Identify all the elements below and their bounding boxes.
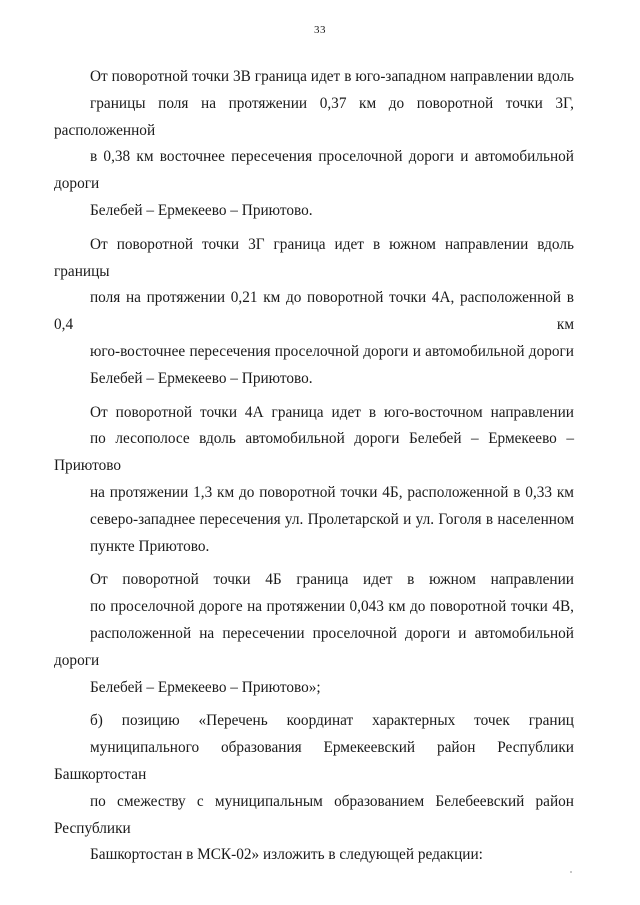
page-number: 33: [314, 24, 326, 36]
text-line: по смежеству с муниципальным образованием Белебеевский район Республики: [54, 792, 574, 837]
paragraph: [54, 64, 574, 225]
text-line: Белебей – Ермекеево – Приютово.: [90, 369, 313, 387]
scan-speck: [570, 871, 572, 873]
text-line: северо-западнее пересечения ул. Пролетарской и ул. Гоголя в населенном: [90, 510, 574, 528]
text-line: муниципального образования Ермекеевский район Республики Башкортостан: [54, 739, 574, 783]
text-line: на протяжении 1,3 км до поворотной точки 4Б, расположенной в 0,33 км: [90, 483, 574, 501]
paragraph: [54, 400, 574, 561]
text-line: От поворотной точки 4А граница идет в юго-восточном направлении: [90, 403, 574, 421]
text-line: Башкортостан в МСК-02» изложить в следующей редакции:: [90, 846, 483, 864]
text-line: Белебей – Ермекеево – Приютово.: [90, 201, 313, 219]
text-line: юго-восточнее пересечения проселочной дороги и автомобильной дороги: [90, 342, 574, 360]
paragraph: [54, 567, 574, 701]
text-line: От поворотной точки 3Г граница идет в южном направлении вдоль границы: [54, 235, 574, 280]
text-line: От поворотной точки 3В граница идет в юго-западном направлении вдоль: [90, 68, 574, 85]
text-line: поля на протяжении 0,21 км до поворотной точки 4А, расположенной в 0,4 км: [54, 289, 574, 334]
paragraph: [54, 708, 574, 869]
paragraph: [54, 232, 574, 393]
text-line: в 0,38 км восточнее пересечения проселочной дороги и автомобильной дороги: [54, 148, 574, 193]
document-body: [54, 64, 574, 876]
text-line: пункте Приютово.: [90, 537, 210, 555]
text-line: расположенной на пересечении проселочной дороги и автомобильной дороги: [54, 624, 574, 669]
text-line: б) позицию «Перечень координат характерных точек границ: [90, 712, 574, 730]
text-line: От поворотной точки 4Б граница идет в южном направлении: [90, 571, 574, 589]
text-line: по лесополосе вдоль автомобильной дороги Белебей – Ермекеево – Приютово: [54, 430, 574, 475]
text-line: Белебей – Ермекеево – Приютово»;: [90, 678, 321, 696]
text-line: по проселочной дороге на протяжении 0,043 км до поворотной точки 4В,: [90, 598, 574, 616]
text-line: границы поля на протяжении 0,37 км до поворотной точки 3Г, расположенной: [54, 94, 574, 139]
